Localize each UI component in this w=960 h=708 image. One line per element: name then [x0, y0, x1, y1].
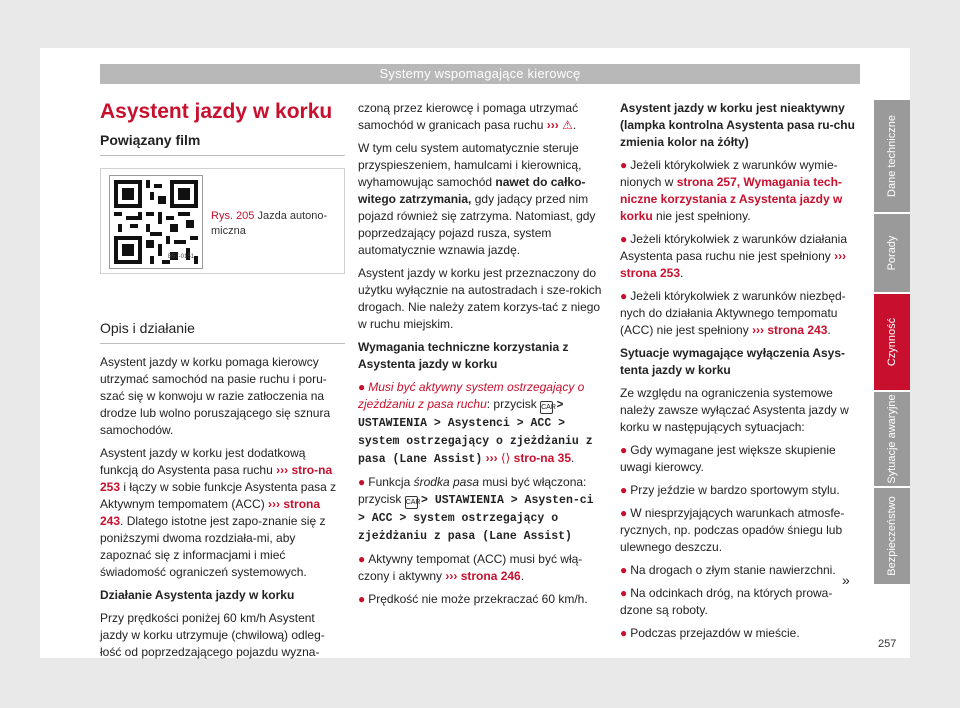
text: .: [680, 266, 684, 280]
text: Prędkość nie może przekraczać 60 km/h.: [368, 592, 588, 606]
tab-czynnosc[interactable]: [874, 294, 910, 390]
tab-label: Porady: [886, 235, 898, 271]
qr-code-icon[interactable]: [109, 175, 203, 269]
tab-sytuacje-awaryjne[interactable]: [874, 392, 910, 486]
text: gdy jadący przed nim pojazd również się zatrzyma. Natomiast, gdy poprzedzający pojazd rusza, system automatycznie wznawia jazdę.: [358, 192, 596, 257]
car-button-icon: CAR: [540, 401, 553, 414]
list-item: [620, 585, 865, 619]
list-item: [620, 625, 865, 642]
paragraph: [358, 140, 603, 259]
continue-mark: »: [842, 572, 850, 588]
figure-caption-text: Jazda autono-miczna: [211, 210, 328, 237]
bullet-icon: ●: [620, 232, 628, 246]
section-heading: Opis i działanie: [100, 320, 195, 336]
subheading: Sytuacje wymagające wyłączenia Asys-tenta jazdy w korku: [620, 346, 846, 377]
subheading: Działanie Asystenta jazdy w korku: [100, 588, 295, 602]
bullet-icon: ●: [358, 592, 366, 606]
text: Funkcja: [368, 475, 411, 489]
divider: [100, 155, 345, 156]
bullet-icon: ●: [620, 563, 628, 577]
tab-label: Sytuacje awaryjne: [886, 394, 898, 484]
paragraph: Przy prędkości poniżej 60 km/h Asystent jazdy w korku utrzymuje (chwilową) odleg-łość od poprzedzającego pojazdu wyzna-: [100, 611, 325, 659]
text: .: [827, 323, 831, 337]
bullet-icon: ●: [358, 380, 366, 394]
link-strona-243[interactable]: ››› strona 243: [752, 323, 828, 337]
text: musi być włączona: przycisk: [358, 475, 587, 506]
paragraph: Asystent jazdy w korku pomaga kierowcy utrzymać samochód na pasie ruchu i poru-szać się w konwoju w razie zatłoczenia na drodze lub wolno poruszającego się sznura samochodów.: [100, 355, 331, 437]
figure-number: Rys. 205: [211, 210, 255, 222]
text: Przy jeździe w bardzo sportowym stylu.: [630, 483, 840, 497]
figure-box: [100, 168, 345, 274]
column-3: [620, 100, 865, 648]
list-item: [620, 562, 865, 579]
list-item: [358, 591, 603, 608]
link-strona-253[interactable]: ››› strona 253: [620, 249, 847, 280]
link-arrow[interactable]: ›››: [485, 451, 498, 465]
text: Jeżeli którykolwiek z warunków działania Asystenta pasa ruchu nie jest spełniony: [620, 232, 848, 263]
paragraph: [358, 100, 603, 134]
italic-text: środka pasa: [413, 475, 479, 489]
list-item: [620, 505, 865, 556]
subheading: Wymagania techniczne korzystania z Asystenta jazdy w korku: [358, 340, 569, 371]
tab-label: Czynność: [886, 317, 898, 367]
tab-label: Dane techniczne: [886, 115, 898, 197]
bold-text: nawet do całko-witego zatrzymania,: [358, 175, 586, 206]
text: i łączy w sobie funkcje Asystenta pasa z Aktywnym tempomatem (ACC): [100, 480, 337, 511]
list-item: [620, 157, 865, 225]
menu-path: > USTAWIENIA > Asystenci > ACC > system ostrzegający o zjeżdżaniu z pasa (Lane Assist): [358, 399, 593, 466]
text: .: [572, 118, 577, 132]
list-item: [620, 288, 865, 339]
video-subtitle: Powiązany film: [100, 132, 201, 148]
bullet-icon: ●: [620, 626, 628, 640]
text: Jeżeli którykolwiek z warunków niezbęd-nych do działania Aktywnego tempomatu (ACC) nie jest spełniony: [620, 289, 846, 337]
text: nie jest spełniony.: [656, 209, 751, 223]
divider: [100, 343, 345, 344]
figure-caption: [211, 209, 339, 239]
car-button-icon: CAR: [405, 496, 418, 509]
paragraph: [100, 445, 345, 581]
paragraph: Ze względu na ograniczenia systemowe należy zawsze wyłączać Asystenta jazdy w korku w następujących sytuacjach:: [620, 386, 849, 434]
text: czoną przez kierowcę i pomaga utrzymać samochód w granicach pasa ruchu: [358, 101, 579, 132]
list-item: [620, 442, 865, 476]
bullet-icon: ●: [620, 289, 628, 303]
bullet-icon: ●: [620, 506, 628, 520]
link-strona-253[interactable]: ››› stro-na 253: [100, 463, 333, 494]
link-strona-35[interactable]: stro-na 35: [513, 451, 571, 465]
text: W niesprzyjających warunkach atmosfe-rycznych, np. podczas opadów śniegu lub ulewnego deszczu.: [620, 506, 845, 554]
text: W tym celu system automatycznie steruje przyspieszeniem, hamulcami i kierownicą, wyhamowując samochód: [358, 141, 582, 189]
lane-assist-icon: ⟨⟩: [500, 451, 511, 465]
menu-path: > USTAWIENIA > Asysten-ci > ACC > system ostrzegający o zjeżdżaniu z pasa (Lane Assist): [358, 494, 594, 543]
italic-text: Musi być aktywny system ostrzegający o zjeżdżaniu z pasa ruchu: [358, 380, 585, 411]
list-item: [358, 551, 603, 585]
page-header: Systemy wspomagające kierowcę: [100, 64, 860, 84]
list-item: [620, 231, 865, 282]
page-title: Asystent jazdy w korku: [100, 100, 333, 123]
bullet-icon: ●: [620, 483, 628, 497]
subheading: Asystent jazdy w korku jest nieaktywny (lampka kontrolna Asystenta pasa ru-chu zmienia kolor na żółty): [620, 101, 855, 149]
link-strona-243[interactable]: ››› strona 243: [100, 497, 321, 528]
text: .: [571, 451, 575, 465]
column-1: [100, 100, 345, 667]
tab-dane-techniczne[interactable]: [874, 100, 910, 212]
tab-porady[interactable]: [874, 214, 910, 292]
text: Gdy wymagane jest większe skupienie uwagi kierowcy.: [620, 443, 836, 474]
list-item: [358, 474, 603, 545]
column-2: [358, 100, 603, 614]
text: Jeżeli którykolwiek z warunków wymie-nionych w: [620, 158, 838, 189]
bullet-icon: ●: [620, 586, 628, 600]
text: Podczas przejazdów w mieście.: [630, 626, 800, 640]
list-item: [620, 482, 865, 499]
bullet-icon: ●: [358, 552, 366, 566]
bullet-icon: ●: [358, 475, 366, 489]
tab-bezpieczenstwo[interactable]: [874, 488, 910, 584]
list-item: [358, 379, 603, 468]
link-strona-246[interactable]: ››› strona 246: [445, 569, 521, 583]
link-warning[interactable]: ›››: [546, 118, 559, 132]
text: Aktywny tempomat (ACC) musi być włą-czony i aktywny: [358, 552, 583, 583]
text: . Dlatego istotne jest zapo-znanie się z poniższymi dwoma rozdziała-mi, aby zapoznać się z informacjami i mieć świadomość ograniczeń systemowych.: [100, 514, 326, 579]
text: .: [520, 569, 525, 583]
text: Asystent jazdy w korku jest dodatkową funkcją do Asystenta pasa ruchu: [100, 446, 306, 477]
paragraph: Asystent jazdy w korku jest przeznaczony do użytku wyłącznie na autostradach i sze-rokich drogach. Nie należy zatem korzys-tać z niego w ruchu miejskim.: [358, 266, 602, 331]
tab-label: Bezpieczeństwo: [886, 496, 898, 576]
text: Na drogach o złym stanie nawierzchni.: [630, 563, 836, 577]
text: : przycisk: [486, 397, 537, 411]
text: Na odcinkach dróg, na których prowa-dzone są roboty.: [620, 586, 833, 617]
bullet-icon: ●: [620, 158, 628, 172]
page-number: 257: [878, 638, 897, 650]
bullet-icon: ●: [620, 443, 628, 457]
warning-triangle-icon: ⚠: [562, 118, 573, 132]
figure-code: B57-0151: [168, 254, 195, 260]
link-strona-257[interactable]: strona 257, Wymagania tech-niczne korzystania z Asystenta jazdy w korku: [620, 175, 843, 223]
